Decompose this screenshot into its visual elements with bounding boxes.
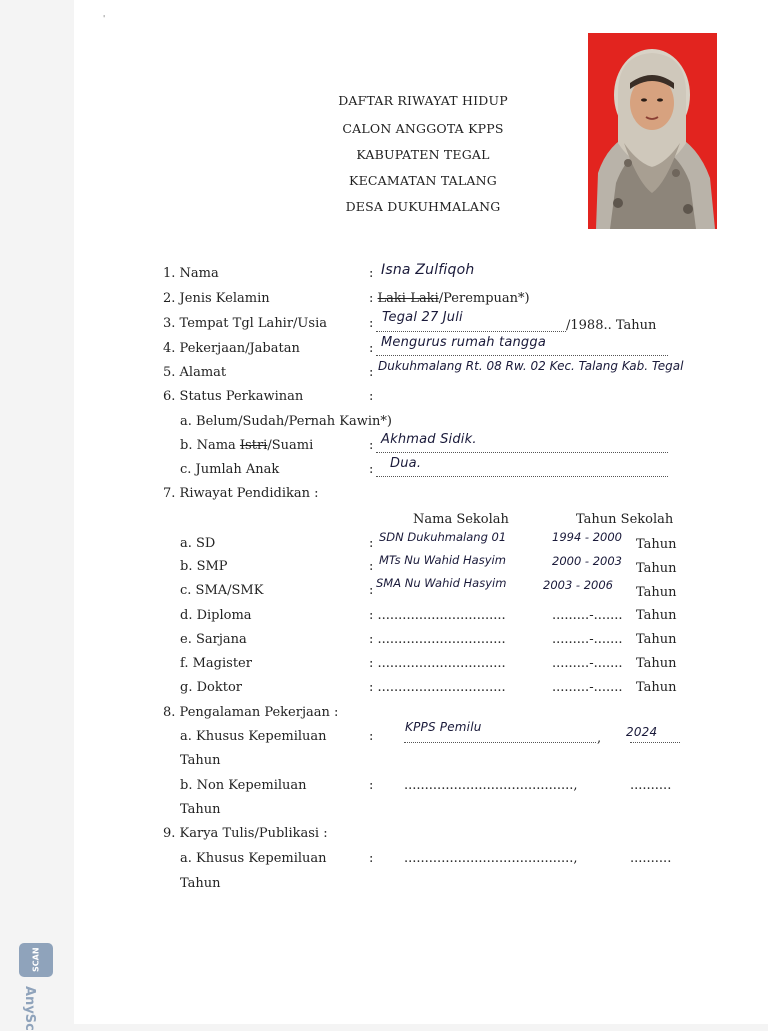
value-sma-tahun: 2003 - 2006 (543, 578, 613, 592)
colon-ttl: : (369, 316, 374, 331)
value-ttl: Tegal 27 Juli (382, 310, 463, 325)
label-sarjana: e. Sarjana (180, 632, 247, 647)
scanner-watermark: AnySc (22, 986, 37, 1031)
jenis-kelamin-rest: /Perempuan*) (438, 291, 530, 306)
non-blank: ........................................., (404, 778, 578, 793)
magister-tahun-word: Tahun (636, 656, 677, 671)
colon-pekerjaan: : (369, 341, 374, 356)
label-status-c: c. Jumlah Anak (180, 462, 280, 477)
label-khusus-tahun: Tahun (180, 753, 221, 768)
label-non: b. Non Kepemiluan (180, 778, 307, 793)
colon-anak: : (369, 462, 374, 477)
value-alamat: Dukuhmalang Rt. 08 Rw. 02 Kec. Talang Kab. Tegal (378, 359, 684, 373)
label-khusus: a. Khusus Kepemiluan (180, 729, 327, 744)
document-header (318, 94, 528, 226)
diploma-tahun-word: Tahun (636, 608, 677, 623)
label-nama: 1. Nama (163, 266, 219, 281)
sarjana-tahun-word: Tahun (636, 632, 677, 647)
portrait-image (588, 33, 717, 229)
header-line-2: CALON ANGGOTA KPPS (342, 121, 504, 136)
colon-alamat: : (369, 365, 374, 380)
value-jenis-kelamin: : Laki-Laki/Perempuan*) (369, 291, 530, 306)
non-year-blank: .......... (630, 778, 672, 793)
suami-dotted-line (376, 452, 668, 453)
diploma-year-blank: .........-....... (552, 608, 623, 623)
magister-school-blank: : ............................... (369, 656, 506, 671)
ttl-year-suffix: /1988.. Tahun (566, 318, 657, 333)
colon-non: : (369, 778, 374, 793)
label-pekerjaan: 4. Pekerjaan/Jabatan (163, 341, 300, 356)
sarjana-year-blank: .........-....... (552, 632, 623, 647)
ttl-dotted-line (376, 331, 566, 332)
label-sma: c. SMA/SMK (180, 583, 264, 598)
value-khusus-pengalaman: KPPS Pemilu (405, 720, 482, 734)
khusus-year-dotted-line (630, 742, 680, 743)
value-pekerjaan: Mengurus rumah tangga (381, 335, 546, 350)
colon-karya: : (369, 851, 374, 866)
khusus-comma: , (597, 731, 602, 746)
header-line-4: KECAMATAN TALANG (349, 173, 497, 188)
karya-blank: ........................................., (404, 851, 578, 866)
label-non-tahun: Tahun (180, 802, 221, 817)
label-status-a: a. Belum/Sudah/Pernah Kawin*) (180, 414, 392, 429)
value-khusus-tahun: 2024 (626, 725, 658, 739)
colon-sd: : (369, 536, 374, 551)
colon-khusus: : (369, 729, 374, 744)
header-line-3: KABUPATEN TEGAL (356, 147, 490, 162)
colon-status: : (369, 389, 374, 404)
doktor-year-blank: .........-....... (552, 680, 623, 695)
doktor-tahun-word: Tahun (636, 680, 677, 695)
colon-smp: : (369, 559, 374, 574)
value-sma-nama: SMA Nu Wahid Hasyim (376, 576, 507, 590)
doktor-school-blank: : ............................... (369, 680, 506, 695)
label-ttl: 3. Tempat Tgl Lahir/Usia (163, 316, 327, 331)
value-suami: Akhmad Sidik. (381, 432, 477, 447)
label-karya-tahun: Tahun (180, 876, 221, 891)
colon-suami: : (369, 438, 374, 453)
pekerjaan-dotted-line (376, 355, 668, 356)
anak-dotted-line (376, 476, 668, 477)
header-title: DAFTAR RIWAYAT HIDUP (338, 93, 508, 108)
khusus-dotted-line (404, 742, 596, 743)
colon-sma: : (369, 583, 374, 598)
label-karya-a: a. Khusus Kepemiluan (180, 851, 327, 866)
scanner-logo-icon: SCAN (19, 943, 53, 977)
label-pendidikan: 7. Riwayat Pendidikan : (163, 486, 319, 501)
label-diploma: d. Diploma (180, 608, 252, 623)
smp-tahun-word: Tahun (636, 561, 677, 576)
value-sd-tahun: 1994 - 2000 (552, 530, 622, 544)
value-sd-nama: SDN Dukuhmalang 01 (379, 530, 507, 544)
label-pengalaman: 8. Pengalaman Pekerjaan : (163, 705, 339, 720)
diploma-school-blank: : ............................... (369, 608, 506, 623)
label-status: 6. Status Perkawinan (163, 389, 304, 404)
value-nama: Isna Zulfiqoh (381, 262, 475, 278)
label-alamat: 5. Alamat (163, 365, 227, 380)
sma-tahun-word: Tahun (636, 585, 677, 600)
karya-year-blank: .......... (630, 851, 672, 866)
label-sd: a. SD (180, 536, 216, 551)
scan-mark: ' (103, 14, 106, 23)
label-doktor: g. Doktor (180, 680, 242, 695)
colon-nama: : (369, 266, 374, 281)
value-anak: Dua. (390, 456, 422, 471)
sarjana-school-blank: : ............................... (369, 632, 506, 647)
label-jenis-kelamin: 2. Jenis Kelamin (163, 291, 270, 306)
header-line-5: DESA DUKUHMALANG (345, 199, 501, 214)
label-karya: 9. Karya Tulis/Publikasi : (163, 826, 328, 841)
magister-year-blank: .........-....... (552, 656, 623, 671)
applicant-photo (588, 33, 717, 229)
label-smp: b. SMP (180, 559, 228, 574)
column-tahun-sekolah: Tahun Sekolah (576, 512, 674, 527)
label-magister: f. Magister (180, 656, 252, 671)
jenis-kelamin-struck: Laki-Laki (377, 291, 439, 306)
label-status-b: b. Nama Istri/Suami (180, 438, 314, 453)
column-nama-sekolah: Nama Sekolah (413, 512, 509, 527)
sd-tahun-word: Tahun (636, 537, 677, 552)
value-smp-nama: MTs Nu Wahid Hasyim (379, 553, 506, 567)
value-smp-tahun: 2000 - 2003 (552, 554, 622, 568)
